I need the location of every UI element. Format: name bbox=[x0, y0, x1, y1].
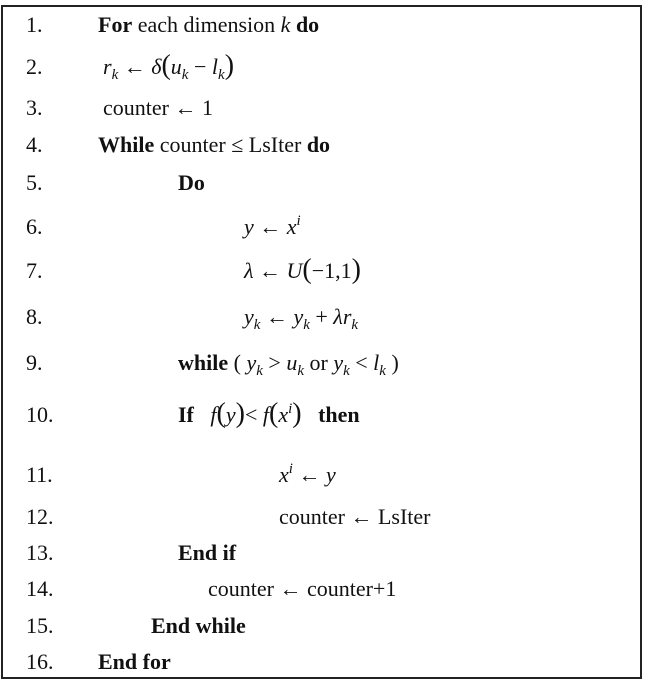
keyword-if: If bbox=[178, 402, 194, 427]
keyword-while: While bbox=[98, 132, 155, 157]
keyword-do: do bbox=[290, 12, 320, 37]
keyword-end-while: End while bbox=[151, 613, 246, 638]
keyword-while: while bbox=[178, 350, 229, 375]
keyword-end-for: End for bbox=[98, 649, 171, 674]
keyword-end-if: End if bbox=[178, 540, 237, 565]
line-number: 1. bbox=[26, 12, 43, 37]
keyword-for: For bbox=[98, 12, 133, 37]
keyword-then: then bbox=[318, 402, 360, 427]
keyword-do: Do bbox=[178, 170, 205, 195]
expression: $r_k$ ← $\delta(u_k - l_k)$ bbox=[103, 50, 235, 83]
